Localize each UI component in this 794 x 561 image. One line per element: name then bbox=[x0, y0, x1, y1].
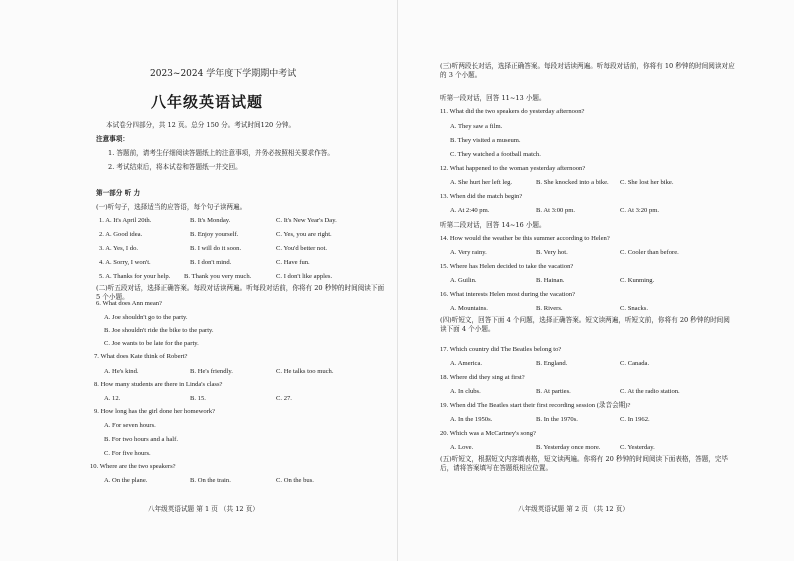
q10-stem: 10. Where are the two speakers? bbox=[90, 463, 176, 470]
section-2-intro: (二)听五段对话，选择正确答案。每段对话读两遍。听每段对话前，你将有 20 秒钟的时间阅读下面 5 个小题。 bbox=[96, 284, 385, 301]
q7-stem: 7. What does Kate think of Robert? bbox=[94, 353, 188, 360]
q8-option-b: B. 15. bbox=[190, 395, 206, 402]
q12-option-a: A. She hurt her left leg. bbox=[450, 179, 513, 186]
q16-stem: 16. What interests Helen most during the vacation? bbox=[440, 291, 576, 298]
q13-option-b: B. At 3:00 pm. bbox=[536, 207, 576, 214]
q11-stem: 11. What did the two speakers do yesterday afternoon? bbox=[440, 108, 585, 115]
page-footer: 八年级英语试题 第 1 页 （共 12 页） bbox=[148, 505, 259, 513]
q17-option-c: C. Canada. bbox=[620, 360, 650, 367]
q13-stem: 13. When did the match begin? bbox=[440, 193, 523, 200]
q18-stem: 18. Where did they sing at first? bbox=[440, 374, 525, 381]
q11-option: A. They saw a film. bbox=[450, 123, 503, 130]
q18-option-a: A. In clubs. bbox=[450, 388, 481, 395]
q2-option-c: C. Yes, you are right. bbox=[276, 231, 332, 238]
q20-stem: 20. Which was a McCartney's song? bbox=[440, 430, 536, 437]
q11-option: B. They visited a museum. bbox=[450, 137, 521, 144]
q3-option-c: C. You'd better not. bbox=[276, 245, 328, 252]
q18-option-b: B. At parties. bbox=[536, 388, 571, 395]
q12-stem: 12. What happened to the woman yesterday afternoon? bbox=[440, 165, 586, 172]
q2-option-a: 2. A. Good idea. bbox=[99, 231, 143, 238]
notice-item: 2. 考试结束后，将本试卷和答题纸一并交回。 bbox=[108, 163, 242, 171]
q4-option-b: B. I don't mind. bbox=[190, 259, 232, 266]
exam-page-2 bbox=[398, 0, 794, 561]
q16-option-b: B. Rivers. bbox=[536, 305, 563, 312]
page-footer: 八年级英语试题 第 2 页 （共 12 页） bbox=[518, 505, 629, 513]
q19-option-a: A. In the 1950s. bbox=[450, 416, 493, 423]
q10-option-c: C. On the bus. bbox=[276, 477, 314, 484]
q5-option-a: 5. A. Thanks for your help. bbox=[99, 273, 171, 280]
q20-option-c: C. Yesterday. bbox=[620, 444, 655, 451]
section-5-intro: (五)听短文，根据短文内容填表格，短文读两遍。你将有 20 秒钟的时间阅读下面表格，答题，完毕后，请将答案填写在答题纸相应位置。 bbox=[440, 455, 729, 472]
q15-option-b: B. Hainan. bbox=[536, 277, 565, 284]
q6-option: B. Joe shouldn't ride the bike to the party. bbox=[104, 327, 214, 334]
q13-option-c: C. At 3:20 pm. bbox=[620, 207, 660, 214]
dialog-2-instruction: 听第二段对话，回答 14~16 小题。 bbox=[440, 221, 546, 229]
notice-heading: 注意事项： bbox=[96, 135, 129, 143]
notice-item: 1. 答题前，请考生仔细阅读答题纸上的注意事项，并务必按照相关要求作答。 bbox=[108, 149, 334, 157]
q14-option-b: B. Very hot. bbox=[536, 249, 568, 256]
q2-option-b: B. Enjoy yourself. bbox=[190, 231, 239, 238]
q17-option-a: A. America. bbox=[450, 360, 483, 367]
q9-stem: 9. How long has the girl done her homework? bbox=[94, 408, 216, 415]
subject-title: 八年级英语试题 bbox=[151, 93, 264, 111]
q19-option-b: B. In the 1970s. bbox=[536, 416, 578, 423]
q4-option-a: 4. A. Sorry, I won't. bbox=[99, 259, 151, 266]
q6-option: C. Joe wants to be late for the party. bbox=[104, 340, 199, 347]
q18-option-c: C. At the radio station. bbox=[620, 388, 680, 395]
q20-option-b: B. Yesterday once more. bbox=[536, 444, 601, 451]
q14-option-a: A. Very rainy. bbox=[450, 249, 487, 256]
q10-option-b: B. On the train. bbox=[190, 477, 231, 484]
q16-option-a: A. Mountains. bbox=[450, 305, 488, 312]
q5-option-c: C. I don't like apples. bbox=[276, 273, 333, 280]
q17-option-b: B. England. bbox=[536, 360, 568, 367]
q8-stem: 8. How many students are there in Linda's class? bbox=[94, 381, 223, 388]
q14-stem: 14. How would the weather be this summer according to Helen? bbox=[440, 235, 610, 242]
q1-option-b: B. It's Monday. bbox=[190, 217, 231, 224]
q14-option-c: C. Cooler than before. bbox=[620, 249, 679, 256]
q12-option-b: B. She knocked into a bike. bbox=[536, 179, 609, 186]
q7-option-c: C. He talks too much. bbox=[276, 368, 334, 375]
q6-option: A. Joe shouldn't go to the party. bbox=[104, 314, 188, 321]
q7-option-a: A. He's kind. bbox=[104, 368, 139, 375]
part-heading: 第一部分 听 力 bbox=[96, 189, 141, 197]
q15-option-a: A. Guilin. bbox=[450, 277, 477, 284]
dialog-1-instruction: 听第一段对话，回答 11~13 小题。 bbox=[440, 94, 546, 102]
q16-option-c: C. Snacks. bbox=[620, 305, 649, 312]
q7-option-b: B. He's friendly. bbox=[190, 368, 233, 375]
q11-option: C. They watched a football match. bbox=[450, 151, 541, 158]
q10-option-a: A. On the plane. bbox=[104, 477, 148, 484]
section-1-intro: (一)听句子，选择适当的应答语，每个句子读两遍。 bbox=[96, 203, 247, 211]
q15-option-c: C. Kunming. bbox=[620, 277, 655, 284]
q1-option-a: 1. A. It's April 20th. bbox=[99, 217, 152, 224]
q3-option-b: B. I will do it soon. bbox=[190, 245, 242, 252]
exam-title: 2023~2024 学年度下学期期中考试 bbox=[150, 69, 297, 79]
q17-stem: 17. Which country did The Beatles belong to? bbox=[440, 346, 562, 353]
q20-option-a: A. Love. bbox=[450, 444, 474, 451]
q12-option-c: C. She lost her bike. bbox=[620, 179, 674, 186]
q3-option-a: 3. A. Yes, I do. bbox=[99, 245, 139, 252]
q5-option-b: B. Thank you very much. bbox=[184, 273, 252, 280]
q8-option-c: C. 27. bbox=[276, 395, 292, 402]
q1-option-c: C. It's New Year's Day. bbox=[276, 217, 337, 224]
q9-option: B. For two hours and a half. bbox=[104, 436, 178, 443]
exam-intro: 本试卷分四部分，共 12 页。总分 150 分。考试时间120 分钟。 bbox=[106, 121, 296, 129]
q19-stem: 19. When did The Beatles start their first recording session (录音会期)? bbox=[440, 402, 631, 409]
q6-stem: 6. What does Ann mean? bbox=[96, 300, 162, 307]
q8-option-a: A. 12. bbox=[104, 395, 121, 402]
section-3-intro: (三)听两段长对话，选择正确答案。每段对话读两遍。听每段对话前，你将有 10 秒钟的时间阅读对应的 3 个小题。 bbox=[440, 62, 735, 79]
q13-option-a: A. At 2:40 pm. bbox=[450, 207, 490, 214]
section-4-intro: (四)听短文，回答下面 4 个问题，选择正确答案。短文读两遍，听短文前，你将有 20 秒钟的时间阅读下面 4 个小题。 bbox=[440, 316, 730, 333]
q15-stem: 15. Where has Helen decided to take the vacation? bbox=[440, 263, 574, 270]
q19-option-c: C. In 1962. bbox=[620, 416, 650, 423]
q9-option: A. For seven hours. bbox=[104, 422, 156, 429]
q9-option: C. For five hours. bbox=[104, 450, 151, 457]
q4-option-c: C. Have fun. bbox=[276, 259, 310, 266]
